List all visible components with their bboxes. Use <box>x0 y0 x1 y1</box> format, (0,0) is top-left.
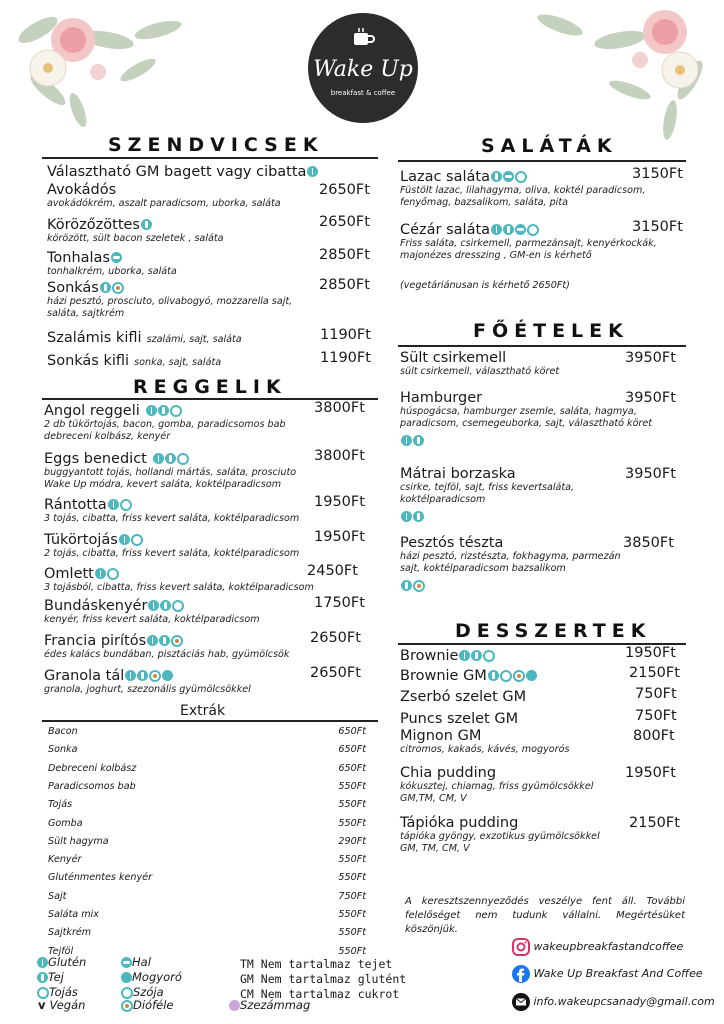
vegan-icon: v <box>38 998 50 1012</box>
legend-szoja: Szója <box>120 985 164 999</box>
nut-icon <box>149 670 161 682</box>
nut-icon <box>171 635 183 647</box>
legend-tej: Tej <box>36 970 64 984</box>
extras-price: 650Ft <box>338 726 366 737</box>
milk-icon <box>503 224 514 235</box>
milk-icon <box>165 453 176 464</box>
milk-icon <box>160 600 171 611</box>
egg-icon <box>500 670 512 682</box>
egg-icon <box>177 453 189 465</box>
gluten-icon <box>125 670 136 681</box>
gluten-icon <box>95 568 106 579</box>
logo <box>308 13 418 123</box>
extras-name: Gomba <box>48 817 83 829</box>
legend-hal: Hal <box>120 955 151 969</box>
milk-icon <box>159 635 170 646</box>
extras-price: 550Ft <box>338 945 366 957</box>
extras-name: Sült hagyma <box>48 835 109 847</box>
milk-icon <box>401 580 412 591</box>
menu-item: Pesztós tészta 3850Ft házi pesztó, rizstészta, fokhagyma, parmezán sajt, koktélparadicsom bazsalikom <box>400 535 686 594</box>
milk-icon <box>137 670 148 681</box>
legend-vegan: v Vegán <box>38 998 86 1012</box>
divider <box>398 160 686 162</box>
extras-row <box>48 909 366 920</box>
extras-price: 550Ft <box>338 927 366 939</box>
menu-item: Francia pirítós 2650Ft édes kalács bundában, pisztáciás hab, gyümölcsök <box>44 630 361 660</box>
menu-item: Mátrai borzaska 3950Ft csirke, tejföl, sajt, friss kevertsaláta, koktélparadicsom <box>400 466 686 525</box>
nut-icon <box>121 1000 133 1012</box>
extras-name: Tejföl <box>48 945 74 957</box>
menu-item: Sonkás 2850Ft házi pesztó, prosciuto, olivabogyó, mozzarella sajt, saláta, sajtkrém <box>47 277 370 319</box>
legend-tm: TM Nem tartalmaz tejet <box>240 957 393 971</box>
menu-item: Eggs benedict 3800Ft buggyantott tojás, hollandi mártás, saláta, prosciuto Wake Up módra, kevert saláta, koktélparadicsom <box>44 448 365 490</box>
milk-icon <box>37 972 48 983</box>
nut-icon <box>413 580 425 592</box>
extras-row <box>48 927 366 938</box>
gluten-icon <box>153 453 164 464</box>
gluten-icon <box>148 600 159 611</box>
menu-item: Omlett 2450Ft 3 tojásból, cibatta, friss kevert saláta, koktélparadicsom <box>44 563 358 593</box>
gluten-icon <box>147 635 158 646</box>
fish-icon <box>515 224 526 235</box>
email-icon <box>512 993 530 1011</box>
extras-row <box>48 872 366 883</box>
extras-row <box>48 891 366 902</box>
menu-item: Tápióka pudding 2150Ft tápióka gyöngy, exzotikus gyümölcsökkel GM, TM, CM, V <box>400 815 680 854</box>
floral-decoration-right <box>520 0 720 150</box>
extras-name: Paradicsomos bab <box>48 780 136 792</box>
legend-cm: CM Nem tartalmaz cukrot <box>240 987 400 1001</box>
menu-item: Sonkás kifli sonka, sajt, saláta 1190Ft <box>47 350 371 369</box>
extrak-title: Extrák <box>180 703 226 719</box>
fish-icon <box>503 171 514 182</box>
extras-row <box>48 946 366 957</box>
menu-item: Chia pudding 1950Ft kókusztej, chiamag, friss gyümölcsökkel GM,TM, CM, V <box>400 765 676 804</box>
soy-icon <box>162 670 173 681</box>
egg-icon <box>172 600 184 612</box>
logo-subtitle: breakfast & coffee <box>330 89 396 97</box>
facebook-icon <box>512 965 530 983</box>
salatak-note: (vegetáriánusan is kérhető 2650Ft) <box>400 280 570 291</box>
extras-name: Sajt <box>48 890 67 902</box>
menu-item: Rántotta 1950Ft 3 tojás, cibatta, friss kevert saláta, koktélparadicsom <box>44 494 365 524</box>
gluten-icon <box>119 534 130 545</box>
milk-icon <box>141 219 152 230</box>
logo-name: Wake Up <box>313 57 413 82</box>
egg-icon <box>170 405 182 417</box>
legend-gm: GM Nem tartalmaz glutént <box>240 972 407 986</box>
coffee-cup-icon <box>351 27 375 49</box>
menu-item: Angol reggeli 3800Ft 2 db tükörtojás, bacon, gomba, paradicsomos bab debreceni kolbász, kenyér <box>44 400 365 442</box>
extras-row <box>48 836 366 847</box>
section-title-foetelek: FŐÉTELEK <box>473 320 629 342</box>
extras-row <box>48 763 366 774</box>
milk-icon <box>471 650 482 661</box>
facebook-link[interactable]: Wake Up Breakfast And Coffee <box>512 965 703 983</box>
extras-name: Debreceni kolbász <box>48 762 137 774</box>
extras-name: Sajtkrém <box>48 927 92 939</box>
menu-item: Tükörtojás 1950Ft 2 tojás, cibatta, friss kevert saláta, koktélparadicsom <box>44 529 365 559</box>
menu-item: Avokádós 2650Ft avokádókrém, aszalt paradicsom, uborka, saláta <box>47 182 370 209</box>
extras-price: 550Ft <box>338 854 366 866</box>
extras-row <box>48 726 366 737</box>
egg-icon <box>515 171 527 183</box>
floral-decoration-left <box>8 0 208 140</box>
menu-item: Brownie 1950Ft <box>400 645 676 664</box>
extras-price: 650Ft <box>338 744 366 756</box>
soy-icon <box>121 987 133 999</box>
divider <box>42 720 378 722</box>
extras-price: 550Ft <box>338 817 366 829</box>
menu-item: Granola tál 2650Ft granola, joghurt, szezonális gyümölcsökkel <box>44 665 361 695</box>
extras-price: 550Ft <box>338 799 366 811</box>
menu-item: Hamburger 3950Ft húspogácsa, hamburger zsemle, saláta, hagmya, paradicsom, csemegeuborka, sajt, választható köret <box>400 390 686 449</box>
legend-tojas: Tojás <box>36 985 78 999</box>
szendvicsek-intro: Választható GM bagett vagy cibatta <box>47 161 318 180</box>
gluten-icon <box>307 166 318 177</box>
extras-name: Kenyér <box>48 854 82 866</box>
menu-item: Körözőzöttes 2650Ft körözött, sült bacon szeletek , saláta <box>47 214 370 244</box>
extras-price: 550Ft <box>338 780 366 792</box>
menu-item: Puncs szelet GM 750Ft <box>400 708 677 727</box>
legend-gluten: Glutén <box>36 955 86 969</box>
extras-price: 550Ft <box>338 909 366 920</box>
extras-row <box>48 799 366 810</box>
nut-icon <box>513 670 525 682</box>
egg-icon <box>120 499 132 511</box>
gluten-icon <box>491 224 502 235</box>
sesame-icon <box>229 1000 240 1011</box>
allergy-notice: A keresztszennyeződés veszélye fent áll. További felelőséget nem tudunk vállalni. Megértésüket köszönjük. <box>405 896 685 935</box>
milk-icon <box>491 171 502 182</box>
soy-icon <box>526 670 537 681</box>
gluten-icon <box>37 957 48 968</box>
extras-row <box>48 744 366 755</box>
menu-item: Szalámis kifli szalámi, sajt, saláta 1190Ft <box>47 327 371 346</box>
milk-icon <box>100 282 111 293</box>
milk-icon <box>158 405 169 416</box>
instagram-link[interactable]: wakeupbreakfastandcoffee <box>512 938 683 956</box>
extras-row <box>48 854 366 865</box>
milk-icon <box>488 670 499 681</box>
extras-name: Sonka <box>48 744 78 756</box>
fish-icon <box>111 252 122 263</box>
menu-item: Mignon GM 800Ft citromos, kakaós, kávés, mogyorós <box>400 728 675 755</box>
section-title-szendvicsek: SZENDVICSEK <box>108 134 324 156</box>
legend-diofele: Dióféle <box>120 998 173 1012</box>
menu-item: Cézár saláta 3150Ft Friss saláta, csirkemell, parmezánsajt, kenyérkockák, majonézes dresszing , GM-en is kérhető <box>400 219 683 261</box>
divider <box>398 345 686 347</box>
peanut-icon <box>121 972 132 983</box>
menu-item: Sült csirkemell 3950Ft sült csirkemell, választható köret <box>400 350 676 377</box>
legend-mogyoro: Mogyoró <box>120 970 182 984</box>
menu-item: Brownie GM 2150Ft <box>400 665 680 684</box>
divider <box>42 157 378 159</box>
gluten-icon <box>401 435 412 446</box>
gluten-icon <box>146 405 157 416</box>
menu-item: Bundáskenyér 1750Ft kenyér, friss kevert saláta, koktélparadicsom <box>44 595 365 625</box>
gluten-icon <box>108 499 119 510</box>
extras-name: Saláta mix <box>48 909 99 920</box>
section-title-desszertek: DESSZERTEK <box>455 620 652 642</box>
section-title-reggelik: REGGELIK <box>133 376 287 398</box>
gluten-icon <box>401 511 412 522</box>
egg-icon <box>527 224 539 236</box>
legend-szezammag: Szezámmag <box>228 998 310 1012</box>
extras-row <box>48 781 366 792</box>
milk-icon <box>413 511 424 522</box>
email-link[interactable]: info.wakeupcsanady@gmail.com <box>512 993 715 1011</box>
section-title-salatak: SALÁTÁK <box>481 135 618 157</box>
extras-row <box>48 818 366 829</box>
milk-icon <box>413 435 424 446</box>
menu-item: Zserbó szelet GM 750Ft <box>400 686 677 705</box>
egg-icon <box>37 987 49 999</box>
extras-name: Tojás <box>48 799 73 811</box>
extras-price: 290Ft <box>338 835 366 847</box>
extras-name: Bacon <box>48 726 78 737</box>
instagram-icon <box>512 938 530 956</box>
extras-name: Gluténmentes kenyér <box>48 872 153 884</box>
menu-item: Lazac saláta 3150Ft Füstölt lazac, lilahagyma, oliva, koktél paradicsom, fenyőmag, bazsalikom, saláta, pita <box>400 166 683 208</box>
egg-icon <box>107 568 119 580</box>
fish-icon <box>121 957 132 968</box>
menu-item: Tonhalas 2850Ft tonhalkrém, uborka, saláta <box>47 247 370 277</box>
extras-price: 550Ft <box>338 872 366 884</box>
gluten-icon <box>459 650 470 661</box>
extras-price: 750Ft <box>338 890 366 902</box>
nut-icon <box>112 282 124 294</box>
egg-icon <box>131 534 143 546</box>
egg-icon <box>483 650 495 662</box>
extras-price: 650Ft <box>338 762 366 774</box>
